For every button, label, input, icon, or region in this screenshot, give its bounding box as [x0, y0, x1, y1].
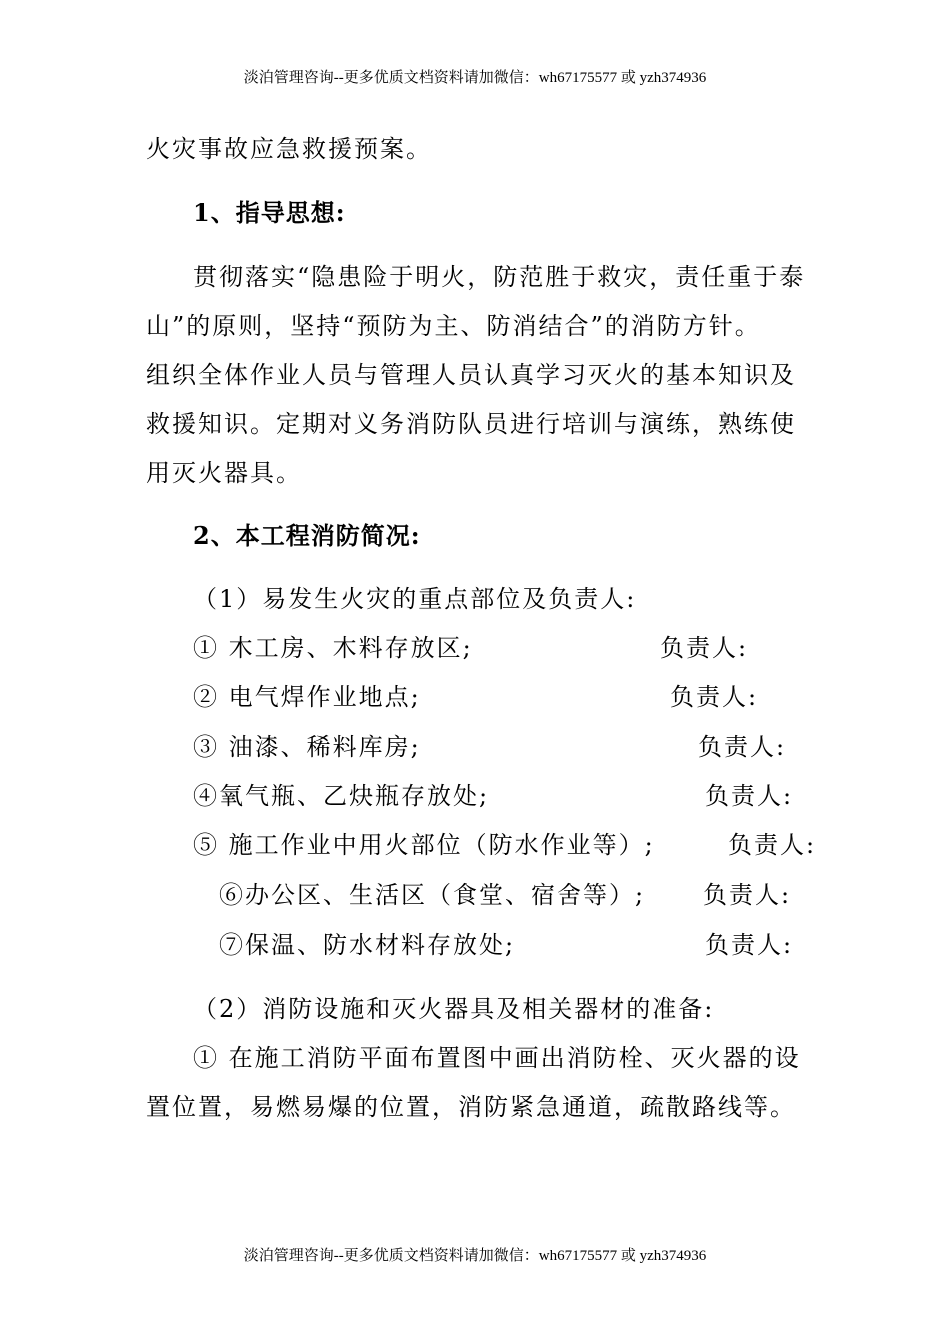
- hazard-item-6: ⑥办公区、生活区（食堂、宿舍等）;: [219, 881, 646, 909]
- section2-para-line-1: ① 在施工消防平面布置图中画出消防栓、灭火器的设: [193, 1044, 801, 1072]
- hazard-item-4: ④氧气瓶、乙炔瓶存放处;: [193, 782, 490, 810]
- section2-sub2: （2）消防设施和灭火器具及相关器材的准备:: [193, 995, 715, 1023]
- section1-line-3: 组织全体作业人员与管理人员认真学习灭火的基本知识及: [146, 361, 796, 389]
- section1-heading: 1、指导思想:: [193, 198, 346, 227]
- section1-line-5: 用灭火器具。: [146, 459, 302, 487]
- section1-line-2: 山”的原则，坚持“预防为主、防消结合”的消防方针。: [146, 312, 761, 340]
- hazard-item-2-responsible: 负责人:: [670, 683, 759, 711]
- hazard-item-6-responsible: 负责人:: [703, 881, 792, 909]
- section2-para-line-2: 置位置，易燃易爆的位置，消防紧急通道，疏散路线等。: [146, 1093, 796, 1121]
- section2-sub1: （1）易发生火灾的重点部位及负责人:: [193, 585, 637, 613]
- hazard-item-7: ⑦保温、防水材料存放处;: [219, 931, 516, 959]
- page-header: 淡泊管理咨询--更多优质文档资料请加微信：wh67175577 或 yzh374936: [243, 70, 707, 86]
- hazard-item-1: ① 木工房、木料存放区;: [193, 634, 473, 662]
- hazard-item-5: ⑤ 施工作业中用火部位（防水作业等）;: [193, 831, 655, 859]
- section2-heading: 2、本工程消防简况:: [193, 521, 421, 550]
- hazard-item-3: ③ 油漆、稀料库房;: [193, 733, 421, 761]
- hazard-item-3-responsible: 负责人:: [698, 733, 787, 761]
- hazard-item-4-responsible: 负责人:: [705, 782, 794, 810]
- hazard-item-1-responsible: 负责人:: [660, 634, 749, 662]
- hazard-item-7-responsible: 负责人:: [705, 931, 794, 959]
- section1-line-4: 救援知识。定期对义务消防队员进行培训与演练，熟练使: [146, 410, 796, 438]
- hazard-item-2: ② 电气焊作业地点;: [193, 683, 421, 711]
- hazard-item-5-responsible: 负责人:: [728, 831, 817, 859]
- page-footer: 淡泊管理咨询--更多优质文档资料请加微信：wh67175577 或 yzh374936: [243, 1248, 707, 1264]
- section1-line-1: 贯彻落实“隐患险于明火，防范胜于救灾，责任重于泰: [193, 263, 806, 291]
- document-title-line: 火灾事故应急救援预案。: [146, 135, 432, 163]
